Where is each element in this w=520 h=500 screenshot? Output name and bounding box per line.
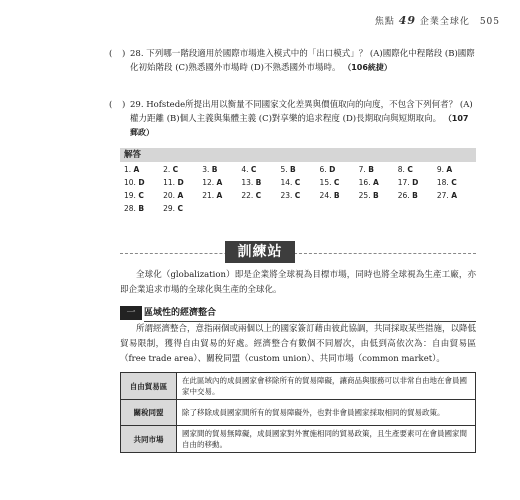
answer-letter: D [329, 165, 336, 174]
answer-number: 4. [241, 165, 249, 174]
answer-bracket-close: ) [122, 49, 126, 59]
answer-item [124, 191, 163, 201]
answer-bracket-close: ) [122, 100, 126, 110]
answer-item [163, 204, 202, 214]
answer-letter: B [333, 191, 340, 200]
answer-item [163, 178, 202, 188]
answer-item [437, 191, 476, 201]
intro-paragraph: 全球化（globalization）即是企業將全球視為目標市場，同時也將全球視為生產工廠，亦即企業追求市場的全球化與生產的全球化。 [120, 270, 476, 295]
question-source: （106統捷） [343, 63, 392, 72]
training-station-banner: 訓練站 [225, 241, 295, 263]
answer-letter: C [333, 178, 340, 187]
answer-item [398, 191, 437, 201]
answer-item [359, 165, 398, 175]
answer-letter: C [407, 165, 413, 174]
answer-letter: B [138, 204, 145, 213]
answer-number: 26. [397, 191, 410, 200]
table-term: 共同市場 [121, 426, 177, 453]
answer-number: 5. [280, 165, 288, 174]
question-source: （107郵政） [130, 114, 469, 137]
answer-letter: C [172, 165, 179, 174]
answer-number: 14. [280, 178, 293, 187]
answer-letter: A [372, 178, 379, 187]
answer-number: 9. [436, 165, 445, 174]
answer-item [163, 191, 202, 201]
banner-divider [120, 253, 476, 254]
answer-letter: C [250, 165, 257, 174]
answer-item [124, 204, 163, 214]
answer-letter: C [255, 191, 262, 200]
answer-item [202, 178, 241, 188]
answer-letter: A [446, 165, 453, 174]
answer-number: 8. [397, 165, 405, 174]
answer-grid [120, 162, 476, 214]
answer-letter: C [138, 191, 144, 200]
answer-item [320, 165, 359, 175]
answer-number: 24. [319, 191, 332, 200]
answer-item [359, 178, 398, 188]
page-number: 505 [479, 17, 500, 27]
answer-key [120, 148, 476, 220]
answer-item [320, 178, 359, 188]
answer-letter: A [133, 165, 140, 174]
answer-letter: B [412, 191, 418, 200]
answer-letter: B [372, 191, 379, 200]
table-term: 關稅同盟 [121, 400, 177, 426]
integration-table [120, 372, 476, 453]
answer-number: 29. [163, 204, 176, 213]
question-text: 29. Hofstede所提出用以衡量不同國家文化差異與價值取向的向度，不包含下列何者？ (A)權力距離 (B)個人主義與集體主義 (C)對享樂的追求程度 (D)長期取向與短期取向。 [130, 100, 473, 124]
answer-item [202, 165, 241, 175]
answer-item [241, 165, 280, 175]
answer-letter: B [255, 178, 262, 187]
answer-number: 6. [319, 165, 327, 174]
page-header [375, 14, 500, 27]
table-term: 自由貿易區 [121, 373, 177, 400]
answer-letter: D [177, 178, 184, 187]
answer-letter: A [451, 191, 458, 200]
answer-item [398, 178, 437, 188]
answer-number: 3. [202, 165, 210, 174]
answer-letter: B [211, 165, 218, 174]
section-title: 區域性的經濟整合 [144, 308, 217, 318]
answer-number: 25. [358, 191, 371, 200]
table-row [121, 400, 476, 426]
answer-number: 2. [163, 165, 171, 174]
answer-number: 18. [436, 178, 449, 187]
answer-number: 13. [241, 178, 254, 187]
answer-item [280, 178, 319, 188]
answer-letter: B [289, 165, 296, 174]
answer-number: 12. [202, 178, 215, 187]
table-definition: 國家間的貿易無障礙，成員國家對外實施相同的貿易政策，且生產要素可在會員國家間自由的移動。 [177, 426, 476, 453]
answer-number: 17. [397, 178, 410, 187]
answer-item [241, 178, 280, 188]
section-body: 所謂經濟整合，意指兩個或兩個以上的國家簽訂藉由彼此協調，共同採取某些措施，以降低貿易限制，獲得自由貿易的好處。經濟整合有數個不同層次，由低到高依次為：自由貿易區（free trade area）、關稅同盟（custom union）、共同市場（common market）。 [120, 324, 477, 364]
answer-number: 28. [124, 204, 136, 213]
question-28 [109, 47, 475, 75]
answer-number: 22. [241, 191, 254, 200]
answer-item [359, 191, 398, 201]
answer-item [124, 178, 163, 188]
answer-letter: D [138, 178, 145, 187]
answer-item [163, 165, 202, 175]
table-definition: 在此區域內的成員國家會移除所有的貿易障礙，讓商品與服務可以非常自由地在會員國家中交易。 [177, 373, 476, 400]
answer-number: 15. [319, 178, 332, 187]
header-chapter: 企業全球化 [419, 17, 470, 27]
answer-number: 19. [124, 191, 136, 200]
answer-item [437, 165, 476, 175]
answer-item [398, 165, 437, 175]
answer-key-title: 解答 [120, 148, 476, 162]
answer-bracket-open: ( [109, 100, 113, 110]
answer-number: 23. [280, 191, 293, 200]
answer-item [202, 191, 241, 201]
answer-number: 11. [163, 178, 176, 187]
question-text: 28. 下列哪一階段適用於國際市場進入模式中的「出口模式」？ (A)國際化中程階段 (B)國際化初始階段 (C)熟悉國外市場時 (D)不熟悉國外市場時。 [130, 49, 475, 73]
answer-number: 1. [124, 165, 132, 174]
answer-number: 10. [124, 178, 136, 187]
answer-letter: C [177, 204, 183, 213]
question-29 [109, 98, 475, 140]
answer-item [320, 191, 359, 201]
answer-number: 7. [358, 165, 366, 174]
answer-letter: C [294, 178, 301, 187]
answer-letter: A [216, 178, 223, 187]
answer-letter: C [451, 178, 457, 187]
answer-item [124, 165, 163, 175]
header-number: 49 [398, 14, 417, 27]
answer-letter: C [294, 191, 301, 200]
table-definition: 除了移除成員國家間所有的貿易障礙外，也對非會員國家採取相同的貿易政策。 [177, 400, 476, 426]
header-focus: 焦點 [374, 17, 395, 27]
answer-letter: D [412, 178, 419, 187]
answer-number: 20. [163, 191, 176, 200]
section-number: 一 [120, 306, 142, 320]
answer-item [280, 165, 319, 175]
table-row [121, 426, 476, 453]
answer-number: 27. [436, 191, 449, 200]
answer-item [241, 191, 280, 201]
answer-letter: B [368, 165, 374, 174]
answer-item [437, 178, 476, 188]
section-heading [120, 306, 476, 320]
table-row [121, 373, 476, 400]
answer-number: 21. [202, 191, 215, 200]
answer-bracket-open: ( [109, 49, 113, 59]
answer-letter: A [177, 191, 184, 200]
answer-item [280, 191, 319, 201]
answer-number: 16. [358, 178, 371, 187]
answer-letter: A [216, 191, 223, 200]
